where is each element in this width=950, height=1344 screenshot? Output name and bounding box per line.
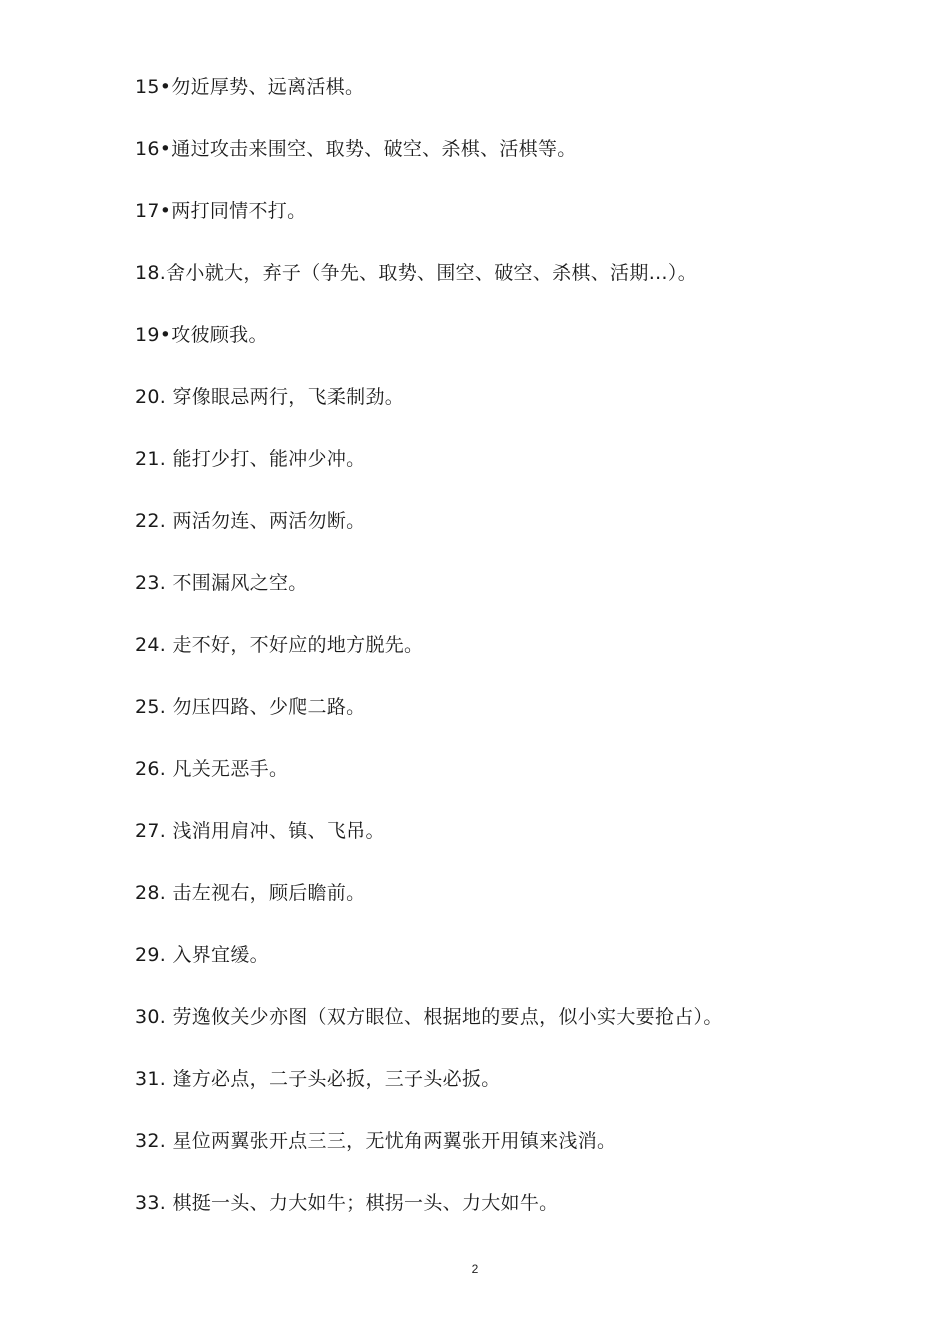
list-item: 32. 星位两翼张开点三三，无忧角两翼张开用镇来浅消。 — [135, 1130, 617, 1152]
list-item: 25. 勿压四路、少爬二路。 — [135, 696, 366, 718]
page-number: 2 — [471, 1262, 479, 1276]
proverb-list — [135, 72, 915, 1250]
list-item: 20. 穿像眼忌两行，飞柔制劲。 — [135, 386, 405, 408]
list-item: 17•两打同情不打。 — [135, 200, 307, 222]
list-item: 31. 逢方必点，二子头必扳，三子头必扳。 — [135, 1068, 501, 1090]
list-item: 15•勿近厚势、远离活棋。 — [135, 76, 365, 98]
list-item: 30. 劳逸攸关少亦图（双方眼位、根据地的要点，似小实大要抢占）。 — [135, 1006, 723, 1028]
list-item: 22. 两活勿连、两活勿断。 — [135, 510, 366, 532]
list-item: 19•攻彼顾我。 — [135, 324, 268, 346]
list-item: 23. 不围漏风之空。 — [135, 572, 308, 594]
list-item: 18.舍小就大，弃子（争先、取势、围空、破空、杀棋、活期…）。 — [135, 262, 698, 284]
list-item: 33. 棋挺一头、力大如牛；棋拐一头、力大如牛。 — [135, 1192, 559, 1214]
list-item: 16•通过攻击来围空、取势、破空、杀棋、活棋等。 — [135, 138, 577, 160]
list-item: 26. 凡关无恶手。 — [135, 758, 289, 780]
list-item: 29. 入界宜缓。 — [135, 944, 269, 966]
list-item: 24. 走不好，不好应的地方脱先。 — [135, 634, 424, 656]
list-item: 21. 能打少打、能冲少冲。 — [135, 448, 366, 470]
list-item: 28. 击左视右，顾后瞻前。 — [135, 882, 366, 904]
list-item: 27. 浅消用肩冲、镇、飞吊。 — [135, 820, 385, 842]
